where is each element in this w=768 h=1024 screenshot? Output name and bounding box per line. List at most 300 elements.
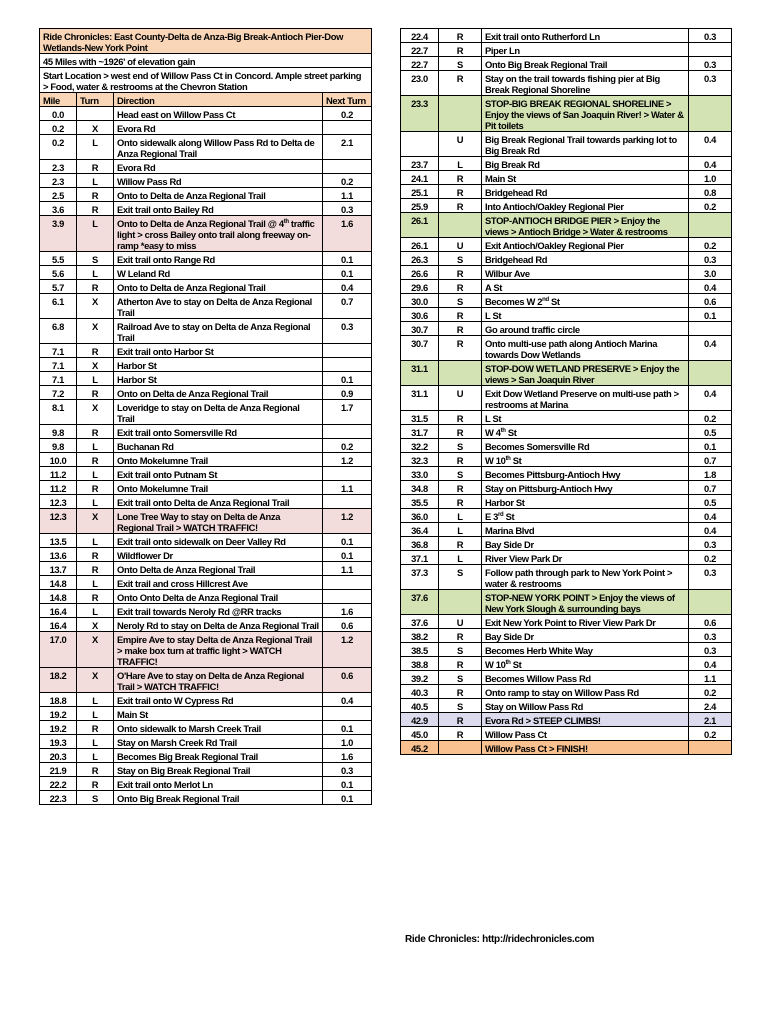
turn-cell: L	[77, 707, 114, 721]
direction-cell: Becomes Big Break Regional Trail	[114, 749, 323, 763]
mile-cell: 30.0	[401, 294, 439, 308]
cue-row	[40, 693, 372, 707]
mile-cell: 3.9	[40, 216, 77, 252]
direction-cell: Main St	[482, 171, 689, 185]
mile-cell: 9.8	[40, 425, 77, 439]
turn-cell	[439, 590, 482, 615]
next-turn-cell	[689, 96, 732, 132]
mile-cell: 6.1	[40, 294, 77, 319]
cue-row	[40, 453, 372, 467]
mile-cell: 35.5	[401, 495, 439, 509]
next-turn-cell	[689, 590, 732, 615]
mile-cell: 45.0	[401, 727, 439, 741]
turn-cell: L	[439, 157, 482, 171]
direction-cell: Exit trail onto Putnam St	[114, 467, 323, 481]
mile-cell: 13.6	[40, 548, 77, 562]
start-location: Start Location > west end of Willow Pass Ct in Concord. Ample street parking > Food, water & restrooms at the Chevron Station	[40, 68, 372, 93]
turn-cell: L	[77, 216, 114, 252]
cue-row	[401, 699, 732, 713]
next-turn-cell: 0.2	[689, 199, 732, 213]
mile-cell: 40.3	[401, 685, 439, 699]
direction-cell: Evora Rd	[114, 160, 323, 174]
cue-row	[40, 481, 372, 495]
turn-cell: R	[439, 266, 482, 280]
turn-cell: R	[439, 481, 482, 495]
next-turn-cell	[323, 467, 372, 481]
mile-cell: 19.2	[40, 707, 77, 721]
direction-cell: Exit trail onto Merlot Ln	[114, 777, 323, 791]
mile-cell: 2.5	[40, 188, 77, 202]
cue-row	[40, 202, 372, 216]
mile-cell: 25.9	[401, 199, 439, 213]
cue-row	[401, 713, 732, 727]
direction-cell: Exit trail and cross Hillcrest Ave	[114, 576, 323, 590]
direction-cell: W Leland Rd	[114, 266, 323, 280]
turn-cell: R	[439, 537, 482, 551]
cue-row	[401, 615, 732, 629]
next-turn-cell	[323, 344, 372, 358]
turn-cell: R	[77, 160, 114, 174]
next-turn-cell: 0.3	[323, 202, 372, 216]
cue-row	[40, 319, 372, 344]
cue-row	[40, 386, 372, 400]
mile-cell: 37.6	[401, 615, 439, 629]
cue-row	[401, 551, 732, 565]
direction-cell: Onto Big Break Regional Trail	[482, 57, 689, 71]
direction-cell: Stay on the trail towards fishing pier at Big Break Regional Shoreline	[482, 71, 689, 96]
cue-row	[40, 439, 372, 453]
cue-row	[40, 509, 372, 534]
direction-cell: Exit trail onto Harbor St	[114, 344, 323, 358]
mile-cell: 20.3	[40, 749, 77, 763]
direction-cell: E 3rd St	[482, 509, 689, 523]
mile-cell: 39.2	[401, 671, 439, 685]
cue-row	[40, 280, 372, 294]
direction-cell: Go around traffic circle	[482, 322, 689, 336]
mile-cell: 40.5	[401, 699, 439, 713]
mile-cell: 19.2	[40, 721, 77, 735]
cue-row	[401, 523, 732, 537]
cue-row	[40, 121, 372, 135]
turn-cell: U	[439, 238, 482, 252]
mile-cell: 19.3	[40, 735, 77, 749]
direction-cell: Piper Ln	[482, 43, 689, 57]
turn-cell: S	[439, 643, 482, 657]
mile-cell: 26.3	[401, 252, 439, 266]
next-turn-cell: 0.4	[689, 523, 732, 537]
next-turn-cell: 0.4	[689, 157, 732, 171]
cue-row	[40, 791, 372, 805]
turn-cell: X	[77, 618, 114, 632]
cue-row	[40, 777, 372, 791]
direction-cell: Big Break Rd	[482, 157, 689, 171]
turn-cell: L	[77, 372, 114, 386]
direction-cell: Becomes Herb White Way	[482, 643, 689, 657]
direction-cell: Onto multi-use path along Antioch Marina towards Dow Wetlands	[482, 336, 689, 361]
turn-cell: R	[439, 199, 482, 213]
turn-cell: S	[439, 57, 482, 71]
next-turn-cell: 0.9	[323, 386, 372, 400]
direction-cell: Wildflower Dr	[114, 548, 323, 562]
mile-cell: 21.9	[40, 763, 77, 777]
cue-row	[40, 135, 372, 160]
direction-cell: Becomes W 2nd St	[482, 294, 689, 308]
mile-cell: 31.1	[401, 386, 439, 411]
direction-cell: Becomes Somersville Rd	[482, 439, 689, 453]
mile-cell: 36.8	[401, 537, 439, 551]
direction-cell: Exit trail onto Rutherford Ln	[482, 29, 689, 43]
ride-stats: 45 Miles with ~1926' of elevation gain	[40, 54, 372, 68]
next-turn-cell: 0.3	[689, 565, 732, 590]
column-header-turn: Turn	[77, 93, 114, 107]
direction-cell: Neroly Rd to stay on Delta de Anza Regional Trail	[114, 618, 323, 632]
turn-cell: L	[439, 551, 482, 565]
turn-cell: L	[77, 693, 114, 707]
mile-cell: 37.6	[401, 590, 439, 615]
direction-cell: Onto sidewalk to Marsh Creek Trail	[114, 721, 323, 735]
cue-row	[40, 632, 372, 668]
mile-cell: 26.1	[401, 213, 439, 238]
turn-cell: R	[77, 344, 114, 358]
mile-cell: 24.1	[401, 171, 439, 185]
cue-row	[401, 185, 732, 199]
mile-cell: 38.2	[401, 629, 439, 643]
mile-cell: 26.6	[401, 266, 439, 280]
turn-cell: R	[439, 657, 482, 671]
mile-cell: 0.2	[40, 135, 77, 160]
mile-cell: 30.7	[401, 336, 439, 361]
direction-cell: Exit trail towards Neroly Rd @RR tracks	[114, 604, 323, 618]
cue-row	[401, 43, 732, 57]
next-turn-cell	[323, 160, 372, 174]
next-turn-cell: 1.6	[323, 749, 372, 763]
turn-cell: S	[439, 252, 482, 266]
next-turn-cell: 1.1	[323, 481, 372, 495]
mile-cell: 32.2	[401, 439, 439, 453]
turn-cell: R	[439, 71, 482, 96]
cue-row	[401, 199, 732, 213]
next-turn-cell	[689, 322, 732, 336]
direction-cell: Bridgehead Rd	[482, 185, 689, 199]
mile-cell: 5.5	[40, 252, 77, 266]
cue-row	[401, 29, 732, 43]
cue-sheet-right	[400, 28, 732, 755]
next-turn-cell	[323, 590, 372, 604]
turn-cell: L	[77, 439, 114, 453]
direction-cell: Onto on Delta de Anza Regional Trail	[114, 386, 323, 400]
cue-row	[401, 671, 732, 685]
cue-row	[40, 495, 372, 509]
direction-cell: W 4th St	[482, 425, 689, 439]
turn-cell: X	[77, 358, 114, 372]
mile-cell: 23.3	[401, 96, 439, 132]
cue-row	[40, 534, 372, 548]
cue-row	[401, 685, 732, 699]
cue-row	[40, 735, 372, 749]
mile-cell: 22.4	[401, 29, 439, 43]
cue-row	[401, 467, 732, 481]
next-turn-cell: 1.1	[323, 188, 372, 202]
turn-cell: S	[439, 699, 482, 713]
turn-cell: R	[439, 727, 482, 741]
next-turn-cell: 0.4	[689, 132, 732, 157]
direction-cell: Exit trail onto W Cypress Rd	[114, 693, 323, 707]
next-turn-cell: 1.0	[323, 735, 372, 749]
next-turn-cell: 0.3	[689, 537, 732, 551]
direction-cell: Harbor St	[482, 495, 689, 509]
direction-cell: Onto Onto Delta de Anza Regional Trail	[114, 590, 323, 604]
turn-cell: R	[439, 495, 482, 509]
turn-cell: X	[77, 121, 114, 135]
cue-row	[401, 411, 732, 425]
direction-cell: L St	[482, 308, 689, 322]
turn-cell: S	[77, 252, 114, 266]
direction-cell: Willow Pass Rd	[114, 174, 323, 188]
next-turn-cell: 0.4	[689, 657, 732, 671]
direction-cell: Loveridge to stay on Delta de Anza Regional Trail	[114, 400, 323, 425]
cue-row	[401, 157, 732, 171]
next-turn-cell: 1.0	[689, 171, 732, 185]
direction-cell: STOP-BIG BREAK REGIONAL SHORELINE > Enjoy the views of San Joaquin River! > Water & Pit toilets	[482, 96, 689, 132]
mile-cell: 36.0	[401, 509, 439, 523]
turn-cell: X	[77, 400, 114, 425]
mile-cell: 9.8	[40, 439, 77, 453]
next-turn-cell	[689, 361, 732, 386]
direction-cell: Wilbur Ave	[482, 266, 689, 280]
direction-cell: Onto Big Break Regional Trail	[114, 791, 323, 805]
direction-cell: Bay Side Dr	[482, 629, 689, 643]
cue-row	[40, 618, 372, 632]
cue-row	[401, 308, 732, 322]
turn-cell: R	[77, 777, 114, 791]
direction-cell: Becomes Pittsburg-Antioch Hwy	[482, 467, 689, 481]
turn-cell	[77, 107, 114, 121]
cue-row	[401, 266, 732, 280]
turn-cell: R	[439, 43, 482, 57]
stop-row	[401, 361, 732, 386]
cue-row	[401, 238, 732, 252]
cue-row	[401, 453, 732, 467]
direction-cell: Bay Side Dr	[482, 537, 689, 551]
next-turn-cell: 0.4	[323, 693, 372, 707]
mile-cell: 17.0	[40, 632, 77, 668]
direction-cell: Buchanan Rd	[114, 439, 323, 453]
cue-row	[40, 358, 372, 372]
cue-row	[401, 71, 732, 96]
direction-cell: Exit trail onto Range Rd	[114, 252, 323, 266]
cue-row	[401, 509, 732, 523]
next-turn-cell: 0.1	[323, 777, 372, 791]
column-header-direction: Direction	[114, 93, 323, 107]
direction-cell: Onto Mokelumne Trail	[114, 481, 323, 495]
cue-row	[40, 400, 372, 425]
next-turn-cell	[323, 576, 372, 590]
cue-row	[401, 57, 732, 71]
next-turn-cell: 1.6	[323, 604, 372, 618]
cue-sheet-left	[39, 28, 372, 805]
direction-cell: Exit Dow Wetland Preserve on multi-use path > restrooms at Marina	[482, 386, 689, 411]
next-turn-cell: 0.5	[689, 425, 732, 439]
next-turn-cell: 0.1	[323, 721, 372, 735]
turn-cell: L	[77, 495, 114, 509]
turn-cell: S	[439, 565, 482, 590]
direction-cell: Onto Delta de Anza Regional Trail	[114, 562, 323, 576]
next-turn-cell: 0.4	[689, 336, 732, 361]
mile-cell: 13.7	[40, 562, 77, 576]
mile-cell: 22.3	[40, 791, 77, 805]
direction-cell: Empire Ave to stay Delta de Anza Regional Trail > make box turn at traffic light > WATCH TRAFFIC!	[114, 632, 323, 668]
mile-cell: 14.8	[40, 590, 77, 604]
turn-cell: R	[77, 188, 114, 202]
turn-cell: U	[439, 386, 482, 411]
mile-cell: 16.4	[40, 604, 77, 618]
next-turn-cell	[323, 707, 372, 721]
cue-row	[401, 336, 732, 361]
cue-row	[40, 590, 372, 604]
turn-cell: S	[439, 671, 482, 685]
direction-cell: Railroad Ave to stay on Delta de Anza Regional Trail	[114, 319, 323, 344]
next-turn-cell: 0.3	[323, 763, 372, 777]
direction-cell: Evora Rd > STEEP CLIMBS!	[482, 713, 689, 727]
direction-cell: W 10th St	[482, 657, 689, 671]
turn-cell: R	[77, 202, 114, 216]
direction-cell: Bridgehead Rd	[482, 252, 689, 266]
next-turn-cell	[689, 741, 732, 755]
direction-cell: River View Park Dr	[482, 551, 689, 565]
turn-cell: L	[77, 135, 114, 160]
next-turn-cell	[689, 213, 732, 238]
direction-cell: Onto to Delta de Anza Regional Trail	[114, 188, 323, 202]
cue-row	[40, 160, 372, 174]
direction-cell: Stay on Willow Pass Rd	[482, 699, 689, 713]
cue-row	[40, 174, 372, 188]
direction-cell: Willow Pass Ct > FINISH!	[482, 741, 689, 755]
mile-cell: 23.7	[401, 157, 439, 171]
cue-row	[40, 425, 372, 439]
next-turn-cell: 2.1	[689, 713, 732, 727]
next-turn-cell: 0.3	[323, 319, 372, 344]
cue-row	[401, 252, 732, 266]
mile-cell: 7.1	[40, 344, 77, 358]
mile-cell: 45.2	[401, 741, 439, 755]
mile-cell: 18.8	[40, 693, 77, 707]
direction-cell: Head east on Willow Pass Ct	[114, 107, 323, 121]
next-turn-cell: 0.4	[689, 509, 732, 523]
direction-cell: Harbor St	[114, 372, 323, 386]
stop-row	[401, 96, 732, 132]
next-turn-cell: 1.2	[323, 509, 372, 534]
next-turn-cell: 0.3	[689, 57, 732, 71]
turn-cell	[439, 213, 482, 238]
mile-cell: 34.8	[401, 481, 439, 495]
mile-cell: 2.3	[40, 174, 77, 188]
next-turn-cell: 0.4	[323, 280, 372, 294]
mile-cell: 12.3	[40, 495, 77, 509]
turn-cell: R	[439, 308, 482, 322]
direction-cell: Onto to Delta de Anza Regional Trail	[114, 280, 323, 294]
direction-cell: Exit trail onto Somersville Rd	[114, 425, 323, 439]
mile-cell: 5.7	[40, 280, 77, 294]
cue-row	[401, 495, 732, 509]
direction-cell: Exit New York Point to River View Park Dr	[482, 615, 689, 629]
mile-cell	[401, 132, 439, 157]
next-turn-cell: 0.3	[689, 71, 732, 96]
next-turn-cell: 0.3	[689, 252, 732, 266]
direction-cell: Onto ramp to stay on Willow Pass Rd	[482, 685, 689, 699]
direction-cell: Marina Blvd	[482, 523, 689, 537]
cue-row	[40, 721, 372, 735]
mile-cell: 11.2	[40, 467, 77, 481]
turn-cell: R	[439, 185, 482, 199]
turn-cell: X	[77, 668, 114, 693]
next-turn-cell: 0.7	[689, 453, 732, 467]
next-turn-cell: 0.3	[689, 643, 732, 657]
ride-title: Ride Chronicles: East County-Delta de Anza-Big Break-Antioch Pier-Dow Wetlands-New York Point	[40, 29, 372, 54]
cue-row	[401, 280, 732, 294]
direction-cell: A St	[482, 280, 689, 294]
next-turn-cell	[323, 121, 372, 135]
next-turn-cell: 1.1	[323, 562, 372, 576]
next-turn-cell: 0.2	[689, 685, 732, 699]
cue-row	[401, 481, 732, 495]
mile-cell: 37.1	[401, 551, 439, 565]
direction-cell: Follow path through park to New York Point > water & restrooms	[482, 565, 689, 590]
cue-row	[401, 386, 732, 411]
stop-row	[401, 213, 732, 238]
cue-row	[401, 565, 732, 590]
mile-cell: 25.1	[401, 185, 439, 199]
next-turn-cell: 0.1	[689, 308, 732, 322]
turn-cell: U	[439, 132, 482, 157]
cue-row	[401, 439, 732, 453]
turn-cell: U	[439, 615, 482, 629]
cue-row	[40, 467, 372, 481]
direction-cell: W 10th St	[482, 453, 689, 467]
next-turn-cell: 0.6	[323, 618, 372, 632]
next-turn-cell: 0.1	[323, 252, 372, 266]
next-turn-cell: 1.2	[323, 632, 372, 668]
turn-cell: L	[77, 266, 114, 280]
next-turn-cell: 1.7	[323, 400, 372, 425]
direction-cell: Becomes Willow Pass Rd	[482, 671, 689, 685]
footer-credit: Ride Chronicles: http://ridechronicles.com	[405, 934, 595, 945]
next-turn-cell: 0.2	[689, 551, 732, 565]
next-turn-cell: 0.4	[689, 386, 732, 411]
next-turn-cell: 0.2	[689, 727, 732, 741]
cue-row	[40, 668, 372, 693]
next-turn-cell: 0.3	[689, 629, 732, 643]
mile-cell: 31.1	[401, 361, 439, 386]
next-turn-cell: 1.6	[323, 216, 372, 252]
turn-cell: R	[77, 721, 114, 735]
cue-row	[401, 132, 732, 157]
turn-cell: R	[77, 481, 114, 495]
stop-row	[401, 590, 732, 615]
cue-row	[40, 548, 372, 562]
turn-cell: R	[439, 629, 482, 643]
turn-cell: R	[439, 685, 482, 699]
turn-cell: L	[77, 534, 114, 548]
mile-cell: 0.2	[40, 121, 77, 135]
turn-cell: R	[439, 171, 482, 185]
direction-cell: Exit trail onto Delta de Anza Regional Trail	[114, 495, 323, 509]
mile-cell: 0.0	[40, 107, 77, 121]
cue-row	[401, 643, 732, 657]
cue-row	[40, 749, 372, 763]
next-turn-cell: 0.1	[323, 266, 372, 280]
direction-cell: Onto sidewalk along Willow Pass Rd to Delta de Anza Regional Trail	[114, 135, 323, 160]
cue-row	[401, 425, 732, 439]
